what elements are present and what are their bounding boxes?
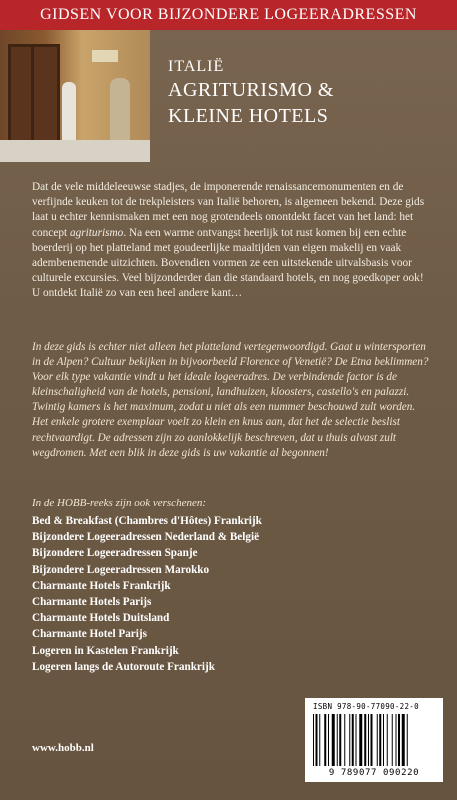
barcode-bar: [396, 714, 397, 766]
title-block: [168, 58, 448, 128]
italic-paragraph: In deze gids is echter niet alleen het platteland vertegenwoordigd. Gaat u wintersporten in de Alpen? Cultuur bekijken in bijvoorbeeld Florence of Venetië? De Etna beklimmen? Voor elk type vakantie vindt u het ideale logeeradres. De verbindende factor is de kleinschaligheid van de hotels, pensioni, landhuizen, kloosters, castello's en palazzi. Twintig kamers is het maximum, zodat u niet als een nummer beschouwd zult worden. Het enkele grotere exemplaar voelt zo klein en knus aan, dat het de selectie beslist rechtvaardigt. De adressen zijn zo aanlokkelijk beschreven, dat u thuis alvast zult wegdromen. Met een blik in deze gids is uw vakantie al begonnen!: [32, 341, 429, 459]
series-item: Bijzondere Logeeradressen Marokko: [32, 563, 210, 576]
series-intro: In de HOBB-reeks zijn ook verschenen:: [32, 497, 206, 509]
barcode-bar: [332, 714, 335, 766]
barcode-bar: [383, 714, 384, 766]
barcode-bar: [344, 714, 345, 766]
isbn-text: ISBN 978-90-77090-22-0: [313, 702, 419, 711]
series-section: [32, 496, 362, 675]
barcode-bar: [356, 714, 357, 766]
publisher-url: www.hobb.nl: [32, 742, 94, 754]
intro-part-1: Dat de vele middeleeuwse stadjes, de imponerende renaissancemonumenten en de verfijnde keuken tot de trekpleisters van Italië behoren, is algemeen bekend. Deze gids laat u echter kennismaken met een nog grotendeels onontdekt facet van het land: het concept: [32, 181, 425, 239]
series-item: Logeren in Kastelen Frankrijk: [32, 644, 179, 657]
series-list: [32, 513, 362, 675]
barcode-bar: [379, 714, 381, 766]
barcode-bar: [328, 714, 329, 766]
barcode-bar: [319, 714, 320, 766]
barcode-bar: [364, 714, 366, 766]
barcode-bar: [377, 714, 378, 766]
banner-text: GIDSEN VOOR BIJZONDERE LOGEERADRESSEN: [40, 6, 417, 23]
barcode-bar: [337, 714, 338, 766]
barcode-bar: [339, 714, 341, 766]
barcode-bar: [392, 714, 393, 766]
photo-door: [8, 44, 60, 150]
series-item: Logeren langs de Autoroute Frankrijk: [32, 660, 215, 673]
series-banner: [0, 0, 457, 30]
barcode-bar: [398, 714, 400, 766]
series-item: Bijzondere Logeeradressen Spanje: [32, 547, 198, 560]
barcode-bar: [387, 714, 388, 766]
barcode-graphic: [313, 714, 435, 766]
barcode-digits: 9 789077 090220: [328, 768, 420, 778]
series-item: Charmante Hotels Parijs: [32, 596, 152, 609]
barcode-bar: [368, 714, 369, 766]
barcode-bar: [352, 714, 354, 766]
intro-part-2: . Na een warme ontvangst heerlijk tot rust komen bij een echte boerderij op het platteland met goudeerlijke maaltijden van eigen makelij en vaak adembenemende uitzichten. Bovendien vormen ze een uitstekende uitvalsbasis voor culturele excursies. Veel bijzonderder dan die standaard hotels, en nog goedkoper ook! U ontdekt Italië zo van een heel andere kant…: [32, 226, 424, 300]
title-line-1: AGRITURISMO &: [168, 79, 334, 101]
title-line-2: KLEINE HOTELS: [168, 105, 329, 127]
barcode-bar: [402, 714, 405, 766]
photo-sign: [92, 50, 118, 62]
title-country: ITALIË: [168, 58, 225, 75]
series-item: Bijzondere Logeeradressen Nederland & België: [32, 531, 260, 544]
intro-italic-word: agriturismo: [69, 226, 124, 239]
barcode-bar: [349, 714, 350, 766]
photo-street: [0, 140, 150, 162]
isbn-barcode-box: [305, 698, 443, 782]
barcode-bar: [313, 714, 314, 766]
intro-paragraph: [32, 180, 432, 302]
series-item: Charmante Hotels Duitsland: [32, 612, 170, 625]
series-item: Bed & Breakfast (Chambres d'Hôtes) Frankrijk: [32, 515, 262, 527]
barcode-bar: [407, 714, 408, 766]
barcode-bar: [371, 714, 373, 766]
barcode-bar: [359, 714, 362, 766]
barcode-bar: [324, 714, 326, 766]
series-item: Charmante Hotel Parijs: [32, 628, 147, 641]
barcode-bar: [316, 714, 318, 766]
cover-photo: [0, 30, 150, 162]
series-item: Charmante Hotels Frankrijk: [32, 579, 171, 592]
